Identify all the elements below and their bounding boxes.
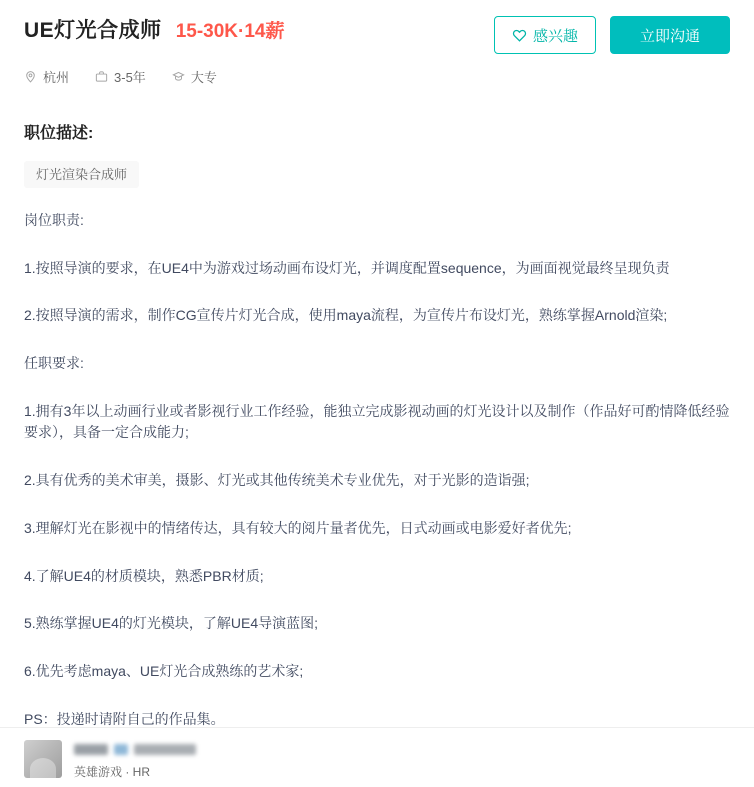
meta-education-label: 大专 xyxy=(190,70,217,85)
job-title-block xyxy=(24,14,494,44)
location-icon xyxy=(24,70,37,83)
job-description-body xyxy=(24,210,730,730)
header-actions xyxy=(494,14,730,54)
meta-location-label: 杭州 xyxy=(43,70,70,85)
hr-info xyxy=(74,740,196,780)
salary-label: 15-30K·14薪 xyxy=(175,21,285,42)
interest-button-label: 感兴趣 xyxy=(532,27,578,45)
desc-paragraph: 2.按照导演的需求，制作CG宣传片灯光合成，使用maya流程，为宣传片布设灯光，熟练掌握Arnold渲染; xyxy=(24,307,668,324)
meta-education xyxy=(172,67,217,86)
graduation-icon xyxy=(172,70,185,83)
meta-experience xyxy=(95,67,146,86)
job-header xyxy=(24,0,730,54)
redacted-block xyxy=(114,744,128,755)
chat-button[interactable]: 立即沟通 xyxy=(610,16,730,54)
section-title-description: 职位描述: xyxy=(24,125,94,142)
job-tag: 灯光渲染合成师 xyxy=(24,161,139,188)
job-meta-row xyxy=(24,67,730,86)
hr-footer[interactable] xyxy=(0,727,754,787)
meta-experience-label: 3-5年 xyxy=(114,70,146,85)
interest-button[interactable] xyxy=(494,16,596,54)
desc-paragraph: 6.优先考虑maya、UE灯光合成熟练的艺术家; xyxy=(24,662,304,679)
desc-paragraph: 1.按照导演的要求，在UE4中为游戏过场动画布设灯光，并调度配置sequence，为画面视觉最终呈现负责 xyxy=(24,259,670,276)
meta-location xyxy=(24,67,69,86)
avatar[interactable] xyxy=(24,740,62,778)
desc-paragraph: 5.熟练掌握UE4的灯光模块，了解UE4导演蓝图; xyxy=(24,615,319,632)
heart-icon xyxy=(512,28,527,43)
desc-paragraph: 3.理解灯光在影视中的情绪传达，具有较大的阅片量者优先，日式动画或电影爱好者优先; xyxy=(24,519,572,536)
desc-paragraph: 1.拥有3年以上动画行业或者影视行业工作经验，能独立完成影视动画的灯光设计以及制作（作品好可酌情降低经验要求），具备一定合成能力; xyxy=(24,402,730,441)
hr-name-redacted xyxy=(74,741,196,757)
desc-paragraph: PS：投递时请附自己的作品集。 xyxy=(24,710,225,727)
job-tag-list xyxy=(24,161,730,188)
briefcase-icon xyxy=(95,70,108,83)
redacted-block xyxy=(134,744,196,755)
desc-paragraph: 2.具有优秀的美术审美，摄影、灯光或其他传统美术专业优先，对于光影的造诣强; xyxy=(24,472,530,489)
page-title: UE灯光合成师 xyxy=(24,19,162,42)
redacted-block xyxy=(74,744,108,755)
desc-paragraph: 任职要求: xyxy=(24,355,84,372)
desc-paragraph: 岗位职责: xyxy=(24,212,84,228)
desc-paragraph: 4.了解UE4的材质模块，熟悉PBR材质; xyxy=(24,567,264,584)
hr-company-role: 英雄游戏 · HR xyxy=(74,765,150,779)
